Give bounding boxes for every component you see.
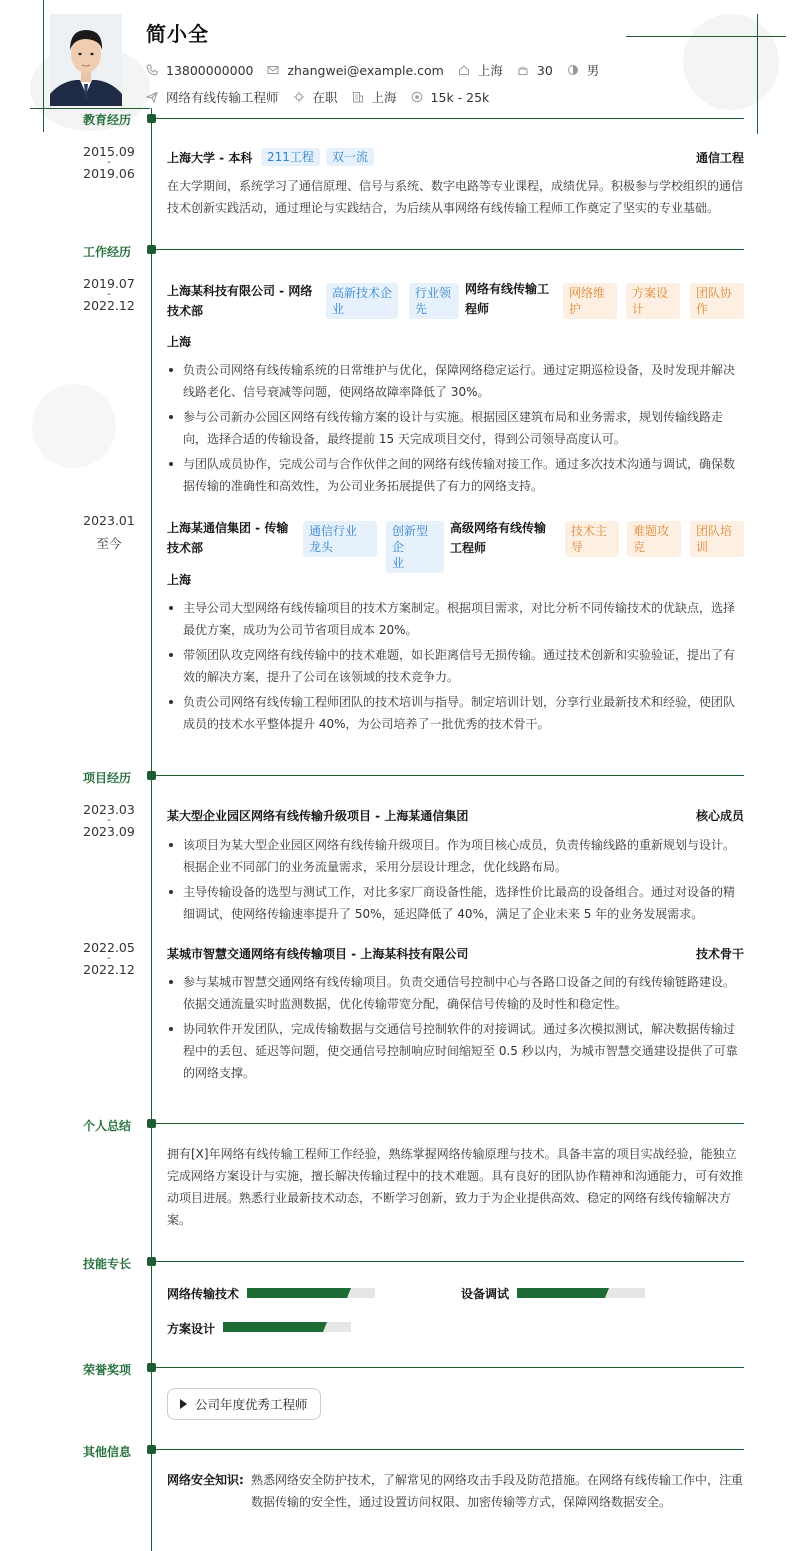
job-intention-row (146, 88, 503, 106)
list-item: 该项目为某大型企业园区网络有线传输升级项目。作为项目核心成员，负责传输线路的重新规划与设计。根据企业不同部门的业务流量需求，采用分层设计理念，优化线路布局。 (167, 834, 744, 878)
education-description: 在大学期间，系统学习了通信原理、信号与系统、数字电路等专业课程，成绩优异。积极参与学校组织的通信技术创新实践活动，通过理论与实践结合，为后续从事网络有线传输工程师工作奠定了坚实的专业基础。 (167, 179, 744, 215)
position-name: 网络有线传输工 程师 (465, 282, 550, 316)
position-tag: 方案设 计 (626, 283, 680, 319)
gender-icon (567, 64, 579, 76)
candidate-name: 简小全 (146, 22, 209, 46)
section-marker (147, 771, 156, 780)
section-divider (156, 1261, 744, 1262)
status-icon (293, 91, 305, 103)
section-divider (156, 1123, 744, 1124)
position-tag: 技术主 导 (565, 521, 619, 557)
decor-line (43, 0, 44, 132)
section-title-awards: 荣誉奖项 (83, 1363, 132, 1377)
section-divider (156, 775, 744, 776)
skill-name: 设备调试 (461, 1287, 510, 1301)
skill-bar-fill (517, 1288, 605, 1298)
building-icon (352, 91, 364, 103)
send-icon (146, 91, 158, 103)
decor-circle (32, 384, 116, 468)
project-role: 技术骨干 (696, 947, 745, 961)
work-bullets (167, 359, 744, 500)
project-role: 核心成员 (696, 809, 745, 823)
project-date: 2023.03 - 2023.09 (83, 802, 135, 839)
age-text: 30 (536, 62, 553, 78)
other-text: 熟悉网络安全防护技术，了解常见的网络攻击手段及防范措施。在网络有线传输工作中，注重数据传输的安全性，通过设置访问权限、加密传输等方式，保障网络数据安全。 (251, 1473, 744, 1509)
section-title-work: 工作经历 (83, 245, 132, 259)
list-item: 负责公司网络有线传输工程师团队的技术培训与指导。制定培训计划，分享行业最新技术和经验，使团队成员的技术水平整体提升 40%，为公司培养了一批优秀的技术骨干。 (167, 691, 744, 735)
list-item: 带领团队攻克网络有线传输中的技术难题，如长距离信号无损传输。通过技术创新和实验验证，提出了有效的解决方案，提升了公司在该领域的技术竞争力。 (167, 644, 744, 688)
salary-item (411, 90, 490, 105)
school-name: 上海大学 - 本科 (167, 151, 253, 165)
section-marker (147, 1363, 156, 1372)
project-name: 某大型企业园区网络有线传输升级项目 - 上海某通信集团 (167, 809, 469, 823)
location-item (458, 61, 503, 79)
company-tag: 通信行业 龙头 (303, 521, 377, 557)
company-tag: 高新技术企 业 (326, 283, 398, 319)
section-divider (156, 1449, 744, 1450)
salary-icon (411, 91, 423, 103)
section-title-summary: 个人总结 (83, 1119, 132, 1133)
decor-line (30, 108, 150, 109)
salary-text: 15k - 25k (430, 89, 490, 105)
timeline-line (151, 108, 152, 1551)
skill-name: 网络传输技术 (167, 1287, 240, 1301)
project-bullets (167, 834, 744, 928)
status-text: 在职 (312, 90, 338, 105)
mail-icon (267, 64, 279, 76)
section-marker (147, 1119, 156, 1128)
company-name: 上海某科技有限公司 - 网络 技术部 (167, 284, 313, 318)
work-date: 2023.01 至今 (83, 513, 135, 551)
position-tag: 团队协 作 (690, 283, 744, 319)
location-text: 上海 (477, 63, 503, 78)
position-tag: 团队培 训 (690, 521, 744, 557)
gender-text: 男 (586, 63, 600, 78)
work-city: 上海 (167, 573, 192, 587)
contact-row (146, 61, 613, 79)
section-title-other: 其他信息 (83, 1445, 132, 1459)
list-item: 协同软件开发团队，完成传输数据与交通信号控制软件的对接调试。通过多次模拟测试，解决数据传输过程中的丢包、延迟等问题，使交通信号控制响应时间缩短至 0.5 秒以内，为城市智慧交通建设提供了可靠的网络支撑。 (167, 1018, 744, 1084)
job-title-text: 网络有线传输工程师 (166, 90, 279, 105)
decor-line (626, 36, 786, 37)
company-tag: 行业领 先 (409, 283, 459, 319)
status-item (293, 88, 338, 106)
gender-item (567, 61, 600, 79)
avatar (50, 14, 122, 106)
home-icon (458, 64, 470, 76)
section-marker (147, 1257, 156, 1266)
list-item: 主导传输设备的选型与测试工作，对比多家厂商设备性能，选择性价比最高的设备组合。通过对设备的精细调试，使网络传输速率提升了 50%，延迟降低了 40%，满足了企业未来 5 年的业务发展需求。 (167, 881, 744, 925)
age-item (517, 63, 553, 78)
position-tag: 难题攻 克 (627, 521, 681, 557)
summary-text: 拥有[X]年网络有线传输工程师工作经验，熟练掌握网络传输原理与技术。具备丰富的项目实战经验，能独立完成网络方案设计与实施，擅长解决传输过程中的技术难题。具有良好的团队协作精神和沟通能力，可有效推动项目进展。熟悉行业最新技术动态，不断学习创新，致力于为企业提供高效、稳定的网络有线传输解决方案。 (167, 1147, 744, 1227)
skill-bar-fill (247, 1288, 347, 1298)
work-date: 2019.07 - 2022.12 (83, 276, 135, 313)
list-item: 与团队成员协作，完成公司与合作伙伴之间的网络有线传输对接工作。通过多次技术沟通与调试，确保数据传输的准确性和高效性，为公司业务拓展提供了有力的网络支持。 (167, 453, 744, 497)
project-date: 2022.05 - 2022.12 (83, 940, 135, 977)
award-label: 公司年度优秀工程师 (195, 1397, 308, 1412)
target-city-item (352, 88, 397, 106)
other-label: 网络安全知识: (167, 1473, 244, 1487)
section-marker (147, 245, 156, 254)
list-item: 主导公司大型网络有线传输项目的技术方案制定。根据项目需求，对比分析不同传输技术的优缺点，选择最优方案，成功为公司节省项目成本 20%。 (167, 597, 744, 641)
phone-text: 13800000000 (166, 62, 254, 78)
section-divider (156, 1367, 744, 1368)
company-name: 上海某通信集团 - 传输 技术部 (167, 521, 289, 555)
project-bullets (167, 971, 744, 1087)
play-icon (180, 1399, 187, 1409)
award-item[interactable] (167, 1388, 321, 1420)
decor-circle (683, 14, 779, 110)
email-text: zhangwei@example.com (287, 62, 444, 78)
section-divider (156, 118, 744, 119)
section-divider (156, 249, 744, 250)
age-icon (517, 64, 529, 76)
position-tag: 网络维 护 (563, 283, 617, 319)
section-title-education: 教育经历 (83, 113, 132, 127)
skill-name: 方案设计 (167, 1322, 216, 1336)
section-title-skills: 技能专长 (83, 1257, 132, 1271)
phone-item (146, 63, 253, 78)
list-item: 参与某城市智慧交通网络有线传输项目。负责交通信号控制中心与各路口设备之间的有线传输链路建设。依据交通流量实时监测数据，优化传输带宽分配，确保信号传输的及时性和稳定性。 (167, 971, 744, 1015)
skill-bar (223, 1322, 351, 1332)
work-bullets (167, 597, 744, 738)
skill-bar (247, 1288, 375, 1298)
education-date: 2015.09 - 2019.06 (83, 144, 135, 181)
school-tag: 双一流 (326, 148, 374, 166)
list-item: 负责公司网络有线传输系统的日常维护与优化，保障网络稳定运行。通过定期巡检设备，及时发现并解决线路老化、信号衰减等问题，使网络故障率降低了 30%。 (167, 359, 744, 403)
phone-icon (146, 64, 158, 76)
school-tag: 211工程 (261, 148, 320, 166)
decor-line (757, 14, 758, 134)
job-title-item (146, 88, 279, 106)
position-name: 高级网络有线传输 工程师 (450, 521, 547, 555)
skill-bar (517, 1288, 645, 1298)
target-city-text: 上海 (371, 90, 397, 105)
major-name: 通信工程 (696, 151, 745, 165)
skill-bar-fill (223, 1322, 323, 1332)
work-city: 上海 (167, 335, 192, 349)
project-name: 某城市智慧交通网络有线传输项目 - 上海某科技有限公司 (167, 947, 469, 961)
email-item (267, 63, 443, 78)
section-title-projects: 项目经历 (83, 771, 132, 785)
list-item: 参与公司新办公园区网络有线传输方案的设计与实施。根据园区建筑布局和业务需求，规划传输线路走向，选择合适的传输设备，最终提前 15 天完成项目交付，得到公司领导高度认可。 (167, 406, 744, 450)
section-marker (147, 114, 156, 123)
company-tag: 创新型企 业 (386, 521, 444, 573)
section-marker (147, 1445, 156, 1454)
